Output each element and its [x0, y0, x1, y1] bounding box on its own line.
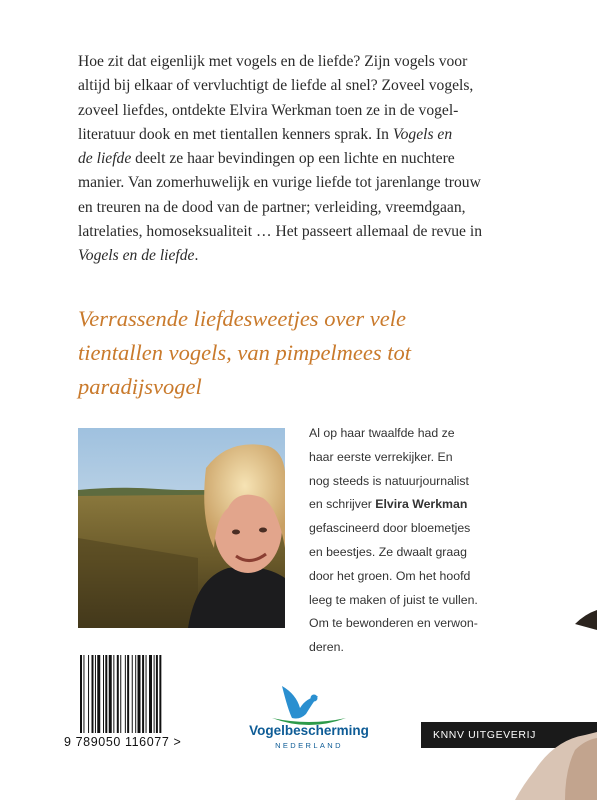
barcode-bar	[83, 655, 84, 733]
bio-text: en schrijver	[309, 497, 376, 512]
tagline-line: tientallen vogels, van pimpelmees tot	[78, 340, 412, 365]
barcode-bar	[154, 655, 155, 733]
bio-line: en beestjes. Ze dwaalt graag	[309, 544, 467, 559]
bird-head-icon	[311, 695, 318, 702]
book-title-italic: Vogels en de liefde	[78, 247, 195, 265]
tagline	[78, 302, 518, 404]
bio-line: Al op haar twaalfde had ze	[309, 426, 455, 440]
barcode-bar	[95, 655, 96, 733]
barcode-bar	[103, 655, 104, 733]
barcode-bar	[146, 655, 147, 733]
bio-line: door het groen. Om het hoofd	[309, 568, 471, 583]
blurb-line: literatuur dook en met tientallen kenners sprak. In	[78, 125, 393, 143]
author-photo-graphic	[78, 428, 285, 628]
author-photo	[78, 428, 285, 628]
barcode-bar	[117, 655, 119, 733]
bio-line: nog steeds is natuurjournalist	[309, 473, 469, 488]
book-blurb	[78, 50, 508, 269]
bio-line	[309, 493, 514, 517]
logo-name: Vogelbescherming	[249, 723, 369, 738]
barcode-bar	[142, 655, 144, 733]
barcode-bar	[149, 655, 152, 733]
barcode-bar	[113, 655, 114, 733]
barcode-bar	[105, 655, 107, 733]
bio-line: leeg te maken of juist te vullen.	[309, 592, 478, 607]
book-title-italic: Vogels en	[392, 125, 453, 143]
bio-line: deren.	[309, 640, 344, 655]
blurb-line: zoveel liefdes, ontdekte Elvira Werkman toen ze in de vogel-	[78, 101, 459, 119]
bio-line: gefascineerd door bloemetjes	[309, 521, 471, 536]
barcode-bar	[138, 655, 141, 733]
blurb-line: en treuren na de dood van de partner; verleiding, vreemdgaan,	[78, 198, 466, 216]
barcode-bar	[97, 655, 100, 733]
bird-icon	[282, 686, 318, 719]
barcode-bar	[125, 655, 126, 733]
blurb-line: altijd bij elkaar of vervluchtigt de liefde al snel? Zoveel vogels,	[78, 77, 474, 95]
book-title-italic: de liefde	[78, 150, 132, 168]
tagline-line: paradijsvogel	[78, 374, 202, 399]
bio-line: haar eerste verrekijker. En	[309, 449, 453, 464]
blurb-line: latrelaties, homoseksualiteit … Het passeert allemaal de revue in	[78, 223, 482, 241]
author-bio	[309, 422, 514, 660]
edge-bird-image	[505, 600, 597, 800]
barcode-bar	[132, 655, 133, 733]
bio-line: Om te bewonderen en verwon-	[309, 616, 478, 631]
author-name: Elvira Werkman	[375, 497, 468, 512]
blurb-line: Hoe zit dat eigenlijk met vogels en de liefde? Zijn vogels voor	[78, 53, 468, 70]
blurb-line: deelt ze haar bevindingen op een lichte en nuchtere	[131, 150, 455, 168]
isbn-digits: 9 789050 116077 >	[64, 735, 182, 749]
barcode-bar	[127, 655, 129, 733]
barcode-bar	[92, 655, 94, 733]
blurb-line: .	[194, 247, 199, 265]
barcode-bar	[159, 655, 161, 733]
tagline-line: Verrassende liefdesweetjes over vele	[78, 306, 407, 331]
barcode-bar	[88, 655, 89, 733]
barcode-bar	[156, 655, 158, 733]
barcode-bar	[120, 655, 121, 733]
barcode-bar	[80, 655, 82, 733]
logo-subtitle: NEDERLAND	[275, 741, 343, 750]
vogelbescherming-logo	[234, 680, 384, 750]
barcode-bar	[135, 655, 136, 733]
barcode-bar	[109, 655, 112, 733]
publisher-label: KNNV UITGEVERIJ	[421, 722, 597, 748]
blurb-line: manier. Van zomerhuwelijk en vurige liefde tot jarenlange trouw	[78, 174, 481, 192]
